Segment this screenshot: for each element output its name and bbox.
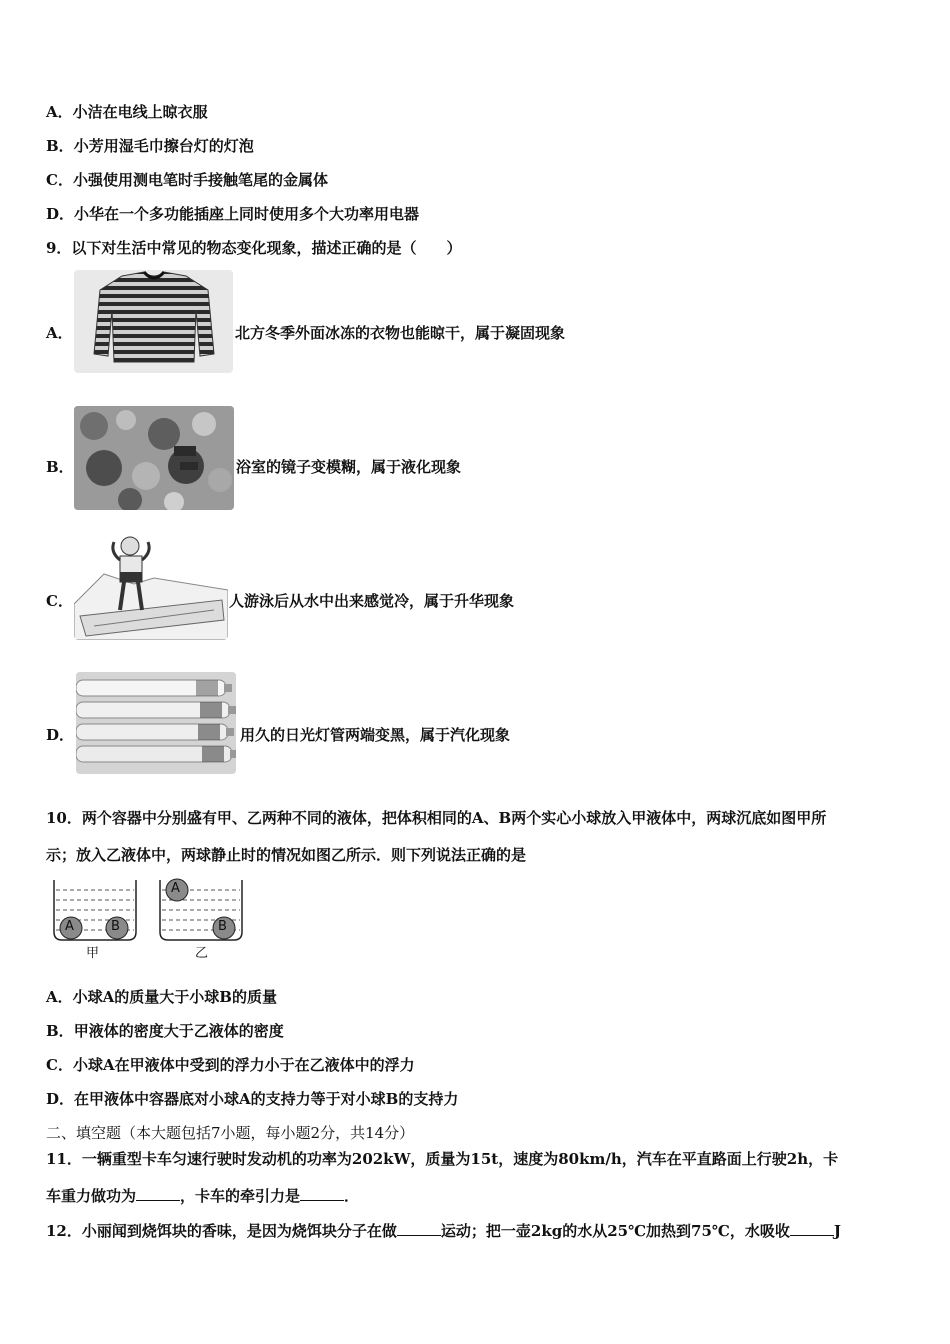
- q10-stem-line2: 示；放入乙液体中，两球静止时的情况如图乙所示．则下列说法正确的是: [46, 846, 527, 864]
- q8-option-b: B．小芳用湿毛巾擦台灯的灯泡: [46, 137, 254, 155]
- q11-blank-1[interactable]: [136, 1186, 180, 1201]
- q9-option-b-text: 浴室的镜子变模糊，属于液化现象: [236, 458, 462, 476]
- q9-option-a-letter: A．: [46, 324, 73, 342]
- q8-option-a: A．小洁在电线上晾衣服: [46, 103, 208, 121]
- q10-option-c: C．小球A在甲液体中受到的浮力小于在乙液体中的浮力: [46, 1056, 415, 1074]
- q9-option-c-letter: C．: [46, 592, 73, 610]
- q8-option-d: D．小华在一个多功能插座上同时使用多个大功率用电器: [46, 205, 420, 223]
- q8-option-c: C．小强使用测电笔时手接触笔尾的金属体: [46, 171, 328, 189]
- q12-blank-1[interactable]: [397, 1221, 441, 1236]
- q9-option-d-text: 用久的日光灯管两端变黑，属于汽化现象: [240, 726, 511, 744]
- q10-option-d: D．在甲液体中容器底对小球A的支持力等于对小球B的支持力: [46, 1090, 459, 1108]
- ball-b-left-label: B: [111, 919, 120, 934]
- ball-b-right-label: B: [218, 919, 227, 934]
- containers-figure: [52, 876, 252, 962]
- q11-blank-2[interactable]: [300, 1186, 344, 1201]
- q9-option-d-letter: D．: [46, 726, 75, 744]
- section-2-title: 二、填空题（本大题包括7小题，每小题2分，共14分）: [46, 1124, 415, 1142]
- q11-line1: 11．一辆重型卡车匀速行驶时发动机的功率为202kW，质量为15t，速度为80km/h，汽车在平直路面上行驶2h，卡: [46, 1150, 839, 1168]
- swimmer-image: [74, 534, 228, 640]
- q11-line2: 车重力做功为 ，卡车的牵引力是 ．: [46, 1187, 360, 1205]
- fluorescent-tubes-image: [76, 672, 236, 774]
- q9-option-c-text: 人游泳后从水中出来感觉冷，属于升华现象: [229, 592, 515, 610]
- foggy-mirror-image: [74, 406, 234, 510]
- q12-blank-2[interactable]: [790, 1221, 834, 1236]
- container-yi-label: 乙: [195, 946, 209, 961]
- q12-line: 12．小丽闻到烧饵块的香味，是因为烧饵块分子在做 运动；把一壶2kg的水从25℃加热到75℃，水吸收 J: [46, 1222, 842, 1240]
- container-jia-label: 甲: [86, 946, 100, 961]
- ball-a-right-label: A: [171, 881, 180, 896]
- q9-option-b-letter: B．: [46, 458, 74, 476]
- q10-stem-line1: 10．两个容器中分别盛有甲、乙两种不同的液体，把体积相同的A、B两个实心小球放入甲液体中，两球沉底如图甲所: [46, 809, 827, 827]
- q10-option-b: B．甲液体的密度大于乙液体的密度: [46, 1022, 284, 1040]
- ball-a-left-label: A: [65, 919, 74, 934]
- q9-option-a-text: 北方冬季外面冰冻的衣物也能晾干，属于凝固现象: [235, 324, 566, 342]
- sweater-image: [74, 270, 233, 373]
- q10-option-a: A．小球A的质量大于小球B的质量: [46, 988, 277, 1006]
- q9-stem: 9．以下对生活中常见的物态变化现象，描述正确的是（ ）: [46, 239, 462, 257]
